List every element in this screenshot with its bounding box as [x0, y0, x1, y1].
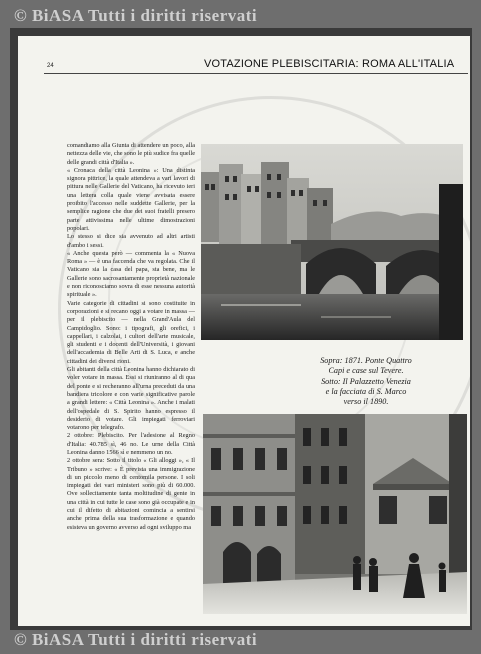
page-title: VOTAZIONE PLEBISCITARIA: ROMA ALL'ITALIA: [204, 58, 455, 70]
photo-ponte-quattro-capi-image: [201, 144, 463, 340]
photo-ponte-quattro-capi: [201, 144, 463, 340]
caption-line: e la facciata di S. Marco: [325, 386, 407, 396]
photo-palazzetto-venezia: [203, 414, 467, 614]
paragraph: 2 ottobre sera: Sotto il titolo « Gli alloggi », « Il Tribuno » scrive: « È prevista una immigrazione di un piccolo meno di centomila persone. I soli impiegati dei vari ministeri sono più di 60.000. Ove sollecitamente tanta moltitudine di gente in una città in cui tutte le case sono già occupate e in cui il difetto di abitazioni comincia a sentirsi anche prima della sua trasformazione e quando esisteva un governo avverso ad ogni sviluppo ma: [67, 457, 195, 531]
paragraph: Gli abitanti della città Leonina hanno dichiarato di voler votare in massa. Essi si riuniranno al di qua del ponte e si recheranno all'urna preceduti da una bandiera tricolore e con varie significative parole a grandi lettere: « Città Leonina ». Anche i malati dell'ospedale di S. Spirito hanno espresso il desiderio di votare. Gli impiegati ferroviari votarono per telegrafo.: [67, 366, 195, 432]
photo-caption: [270, 356, 462, 407]
title-rule: [44, 73, 468, 74]
paragraph: « Anche questa però — commenta la « Nuova Roma » — è una faccenda che va regolata. Che il Vaticano sia la casa del papa, sta bene, ma le Gallerie sono sacrosantamente proprietà nazionale e non riconosciamo sovra di esse nessuna autorità spirituale ».: [67, 249, 195, 299]
caption-line: verso il 1890.: [343, 397, 389, 407]
caption-line: Capi e case sul Tevere.: [328, 366, 404, 376]
watermark-bottom: © BiASA Tutti i diritti riservati: [14, 630, 258, 649]
paragraph: 2 ottobre: Plebiscito. Per l'adesione al Regno d'Italia: 40.785 sì, 46 no. Le urne della Città Leonina danno 1566 sì e nemmeno un no.: [67, 432, 195, 456]
paragraph: comandiamo alla Giunta di attendere un poco, alla nettezza delle vie, che sono le più sudice fra quelle delle grandi città d'Italia ».: [67, 142, 195, 166]
page-number: 24: [47, 63, 54, 69]
paragraph: Varie categorie di cittadini si sono costituite in corporazioni e si recano oggi a votare in massa — per il plebiscito — nella Grand'Aula del Campidoglio. Sono: i tipografi, gli orefici, i cappellari, i calzolai, i cultori dell'arte musicale, gli studenti e i docenti dell'Università, i giovani dell'accademia di Belle Arti di S. Luca, e anche cittadini dei diversi rioni.: [67, 299, 195, 365]
paragraph: « Cronaca della città Leonina »: Una distinta signora pittrice, la quale attendeva a vari lavori di pittura nelle Gallerie del Vaticano, ha ricevuto ieri una lettera colla quale viene avvisata essere proibito l'accesso nelle suddette Gallerie, per la semplice ragione che due dei suoi fratelli presero parte attivissima nelle ultime dimostrazioni popolari.: [67, 166, 195, 232]
article-column: [67, 142, 195, 622]
caption-line: Sotto: Il Palazzetto Venezia: [321, 376, 411, 386]
caption-line: Sopra: 1871. Ponte Quattro: [320, 356, 412, 365]
document-page: [18, 36, 470, 626]
photo-palazzetto-venezia-image: [203, 414, 467, 614]
paragraph: Lo stesso si dice sia avvenuto ad altri artisti d'ambo i sessi.: [67, 233, 195, 249]
watermark-top: © BiASA Tutti i diritti riservati: [14, 6, 258, 25]
